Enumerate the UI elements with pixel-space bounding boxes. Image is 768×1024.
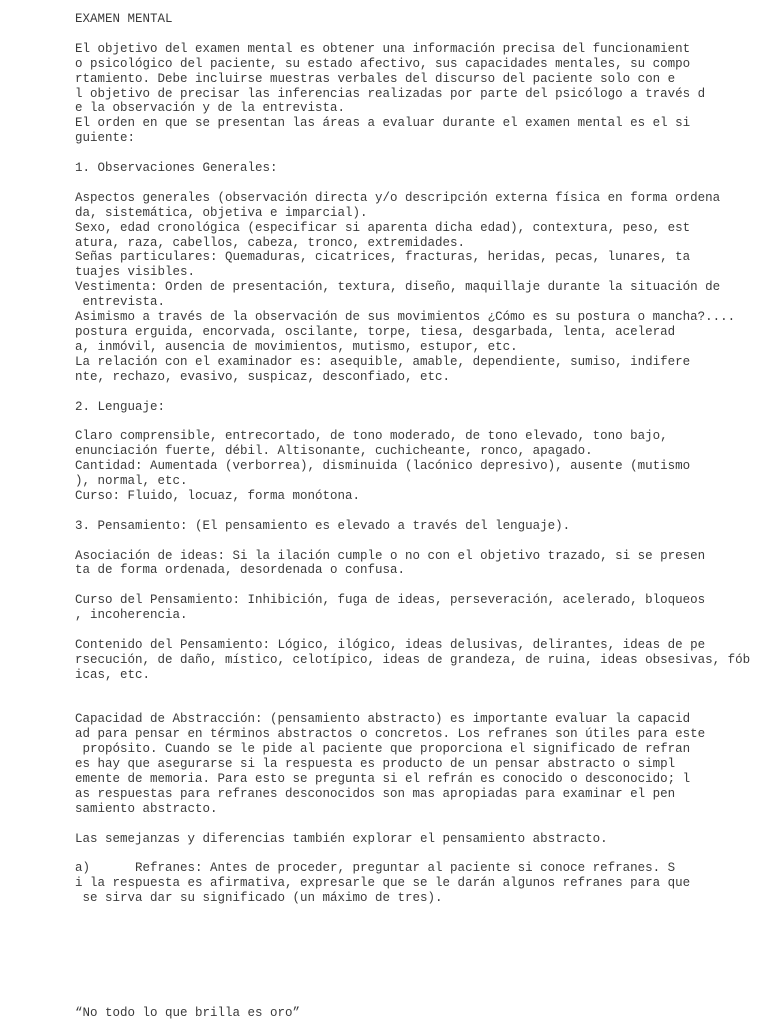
lenguaje-body: Claro comprensible, entrecortado, de tono moderado, de tono elevado, tono bajo, enunciación fuerte, débil. Altisonante, cuchicheante, ronco, apagado. Cantidad: Aumentada (verborrea), disminuida (lacónico depresivo), ausente (mutismo ), normal, etc. Curso: Fluido, locuaz, forma monótona. [75,429,691,503]
document-page [75,12,765,906]
spacer [75,385,765,400]
spacer [75,698,765,713]
proverb-quote: “No todo lo que brilla es oro” [75,1006,301,1020]
spacer [75,847,765,862]
observaciones-body: Aspectos generales (observación directa y/o descripción externa física en forma ordena da, sistemática, objetiva e imparcial). Sexo, edad cronológica (especificar si aparenta dicha edad), contextura, peso, est atura, raza, cabellos, cabeza, tronco, extremidades. Señas particulares: Quemaduras, cicatrices, fracturas, heridas, pecas, lunares, ta tuajes visibles. Vestimenta: Orden de presentación, textura, diseño, maquillaje durante la situación de entrevista. Asimismo a través de la observación de sus movimientos ¿Cómo es su postura o mancha?.... postura erguida, encorvada, oscilante, torpe, tiesa, desgarbada, lenta, acelerad a, inmóvil, ausencia de movimientos, mutismo, estupor, etc. La relación con el examinador es: asequible, amable, dependiente, sumiso, indifere nte, rechazo, evasivo, suspicaz, desconfiado, etc. [75,190,736,384]
spacer [75,414,765,429]
spacer [75,504,765,519]
curso-paragraph: Curso del Pensamiento: Inhibición, fuga de ideas, perseveración, acelerado, bloqueos , incoherencia. [75,593,706,623]
section-heading-lenguaje: 2. Lenguaje: [75,399,166,414]
asociacion-paragraph: Asociación de ideas: Si la ilación cumple o no con el objetivo trazado, si se presen ta de forma ordenada, desordenada o confusa. [75,548,706,578]
spacer [75,683,765,698]
semejanzas-paragraph: Las semejanzas y diferencias también explorar el pensamiento abstracto. [75,831,608,846]
section-heading-pensamiento: 3. Pensamiento: (El pensamiento es elevado a través del lenguaje). [75,518,571,533]
spacer [75,176,765,191]
spacer [75,27,765,42]
abstraccion-paragraph: Capacidad de Abstracción: (pensamiento abstracto) es importante evaluar la capacid ad para pensar en términos abstractos o concretos. Los refranes son útiles para este propósito. Cuando se le pide al paciente que proporciona el significado de refran es hay que asegurarse si la respuesta es producto de un pensar abstracto o simpl emente de memoria. Para esto se pregunta si el refrán es conocido o desconocido; l as respuestas para refranes desconocidos son mas apropiadas para examinar el pen samiento abstracto. [75,712,706,816]
document-title: EXAMEN MENTAL [75,12,173,26]
spacer [75,817,765,832]
contenido-paragraph: Contenido del Pensamiento: Lógico, ilógico, ideas delusivas, delirantes, ideas de pe rsecución, de daño, místico, celotípico, ideas de grandeza, de ruina, ideas obsesivas, fób icas, etc. [75,637,751,682]
spacer [75,623,765,638]
spacer [75,578,765,593]
refranes-paragraph: a) Refranes: Antes de proceder, preguntar al paciente si conoce refranes. S i la respuesta es afirmativa, expresarle que se le darán algunos refranes para que se sirva dar su significado (un máximo de tres). [75,861,691,906]
intro-paragraph: El objetivo del examen mental es obtener una información precisa del funcionamient o psicológico del paciente, su estado afectivo, sus capacidades mentales, su compo rtamiento. Debe incluirse muestras verbales del discurso del paciente solo con e l objetivo de precisar las inferencias realizadas por parte del psicólogo a través d e la observación y de la entrevista. El orden en que se presentan las áreas a evaluar durante el examen mental es el si guiente: [75,41,706,146]
spacer [75,534,765,549]
spacer [75,146,765,161]
section-heading-observaciones: 1. Observaciones Generales: [75,161,278,176]
